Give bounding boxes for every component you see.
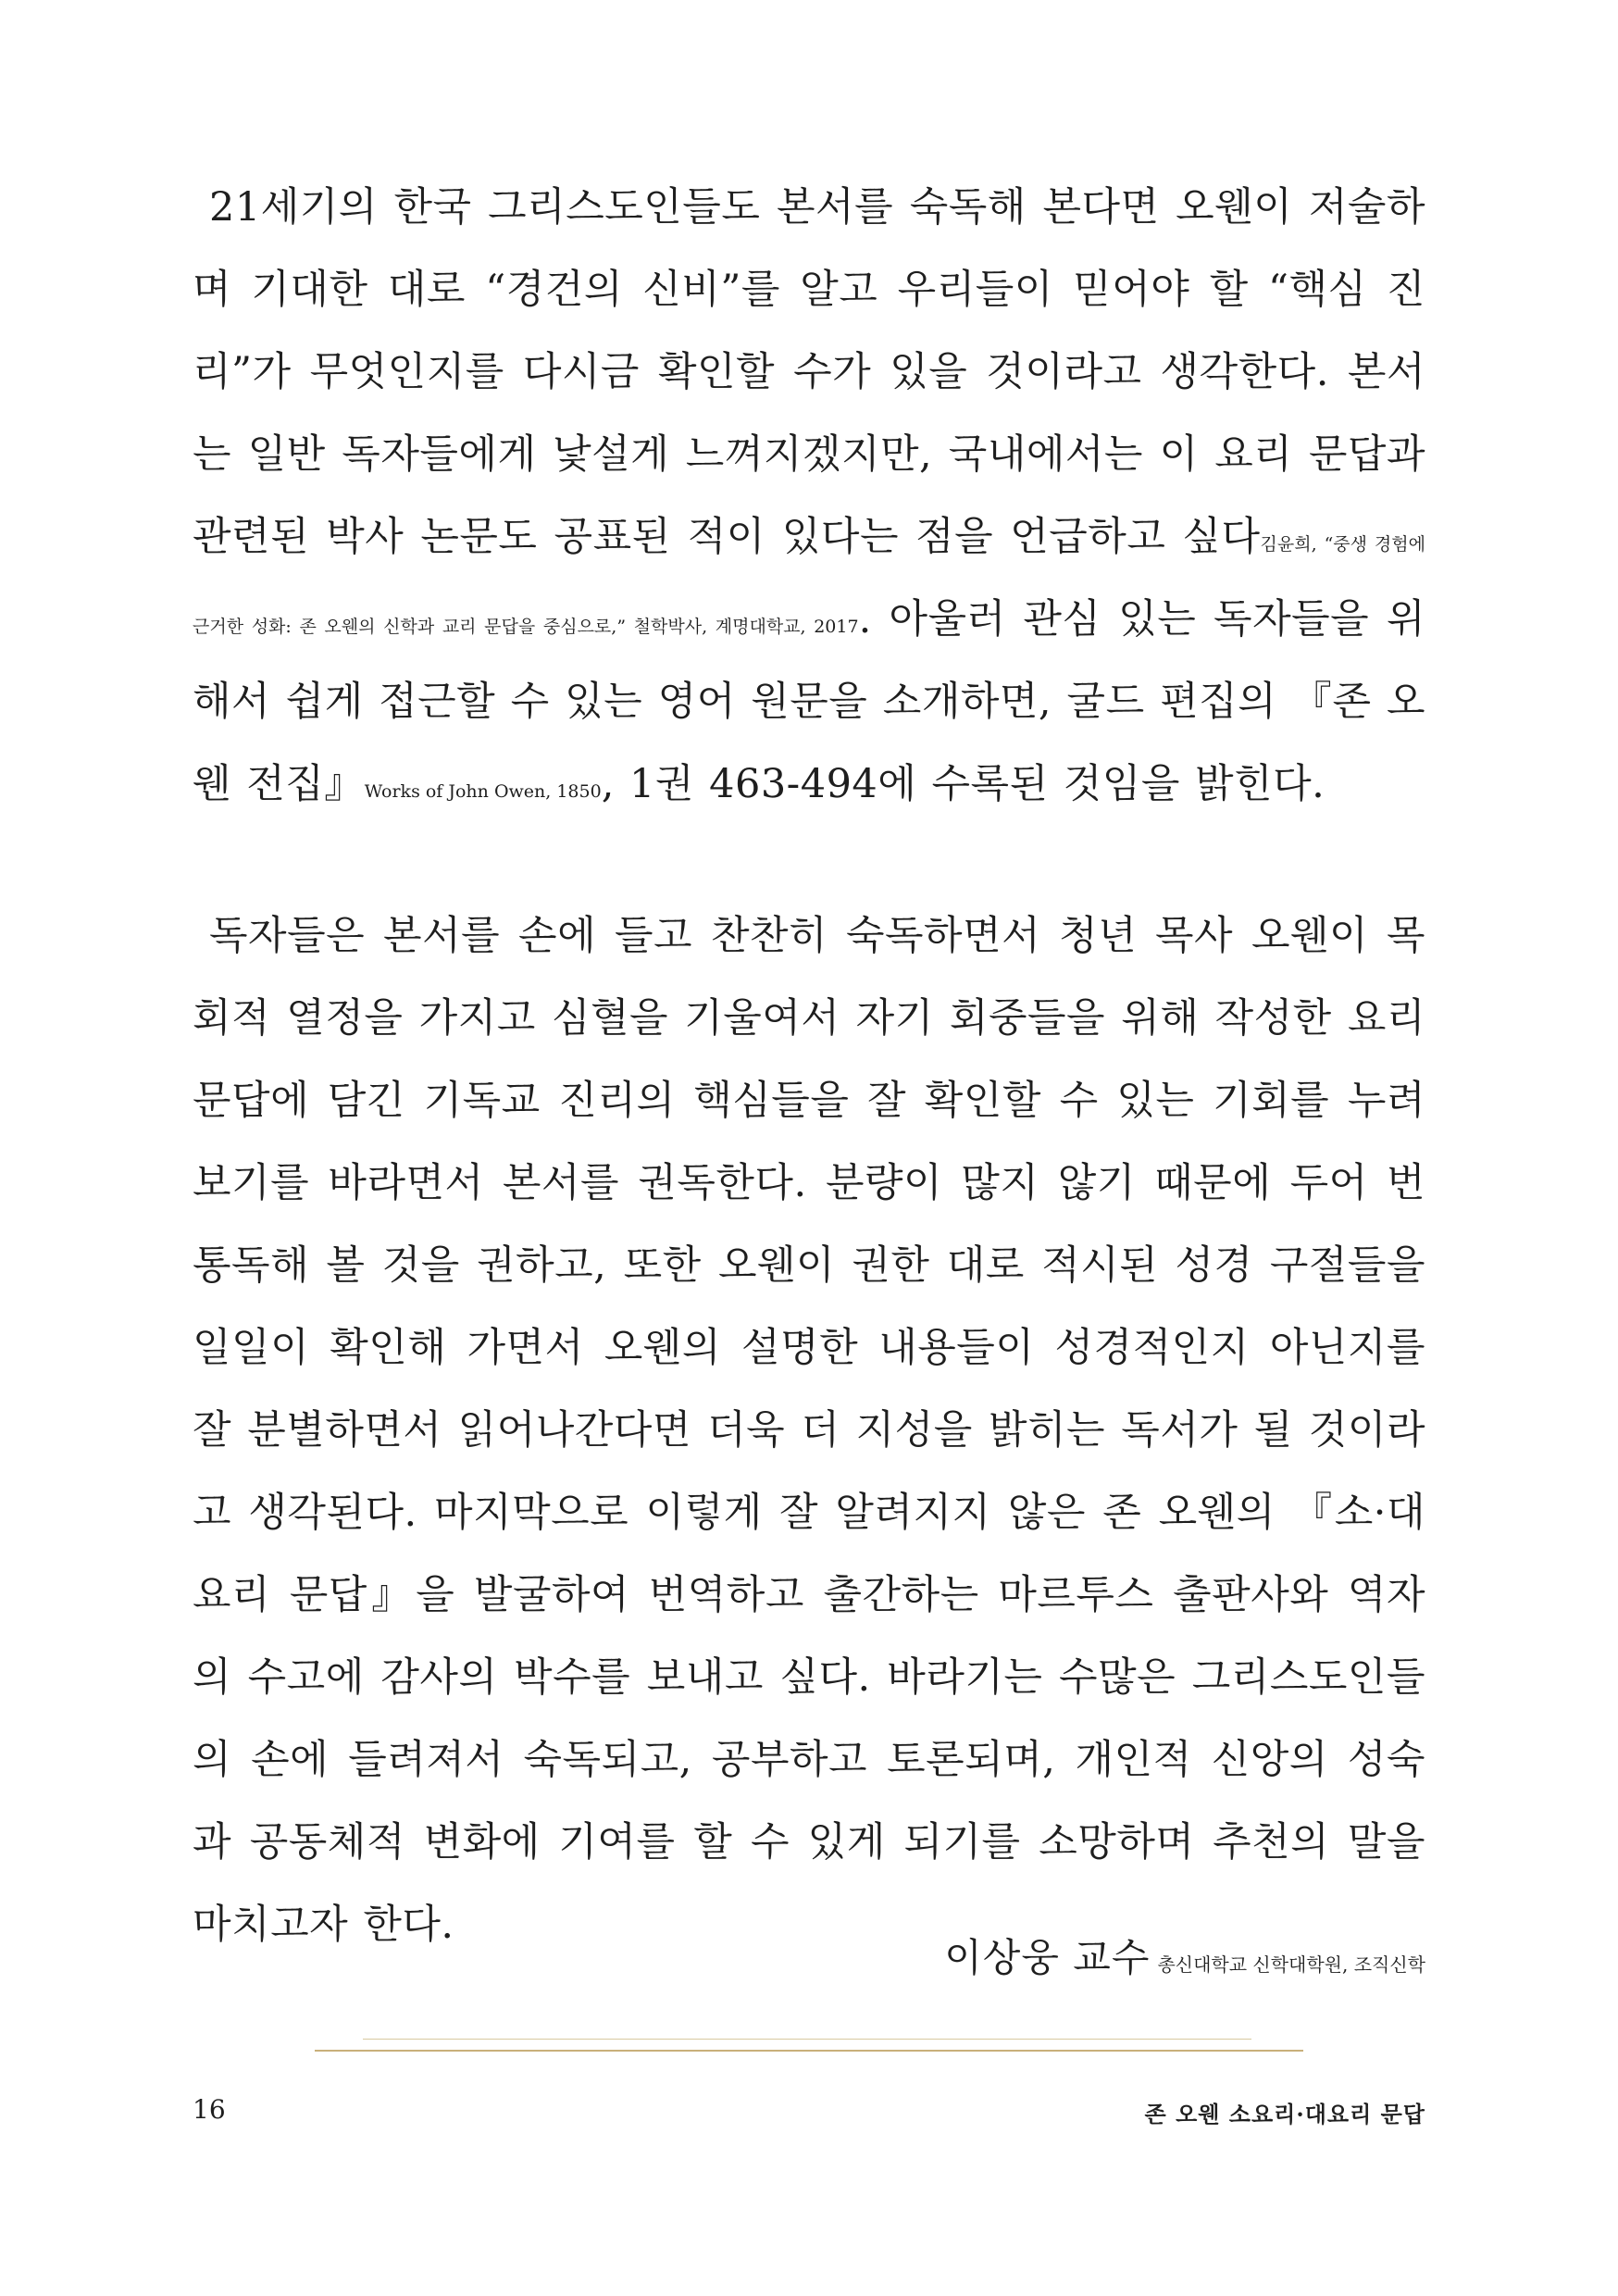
- page-number: 16: [193, 2094, 226, 2125]
- running-footer-title: 존 오웬 소요리·대요리 문답: [1144, 2101, 1425, 2128]
- english-title-note: Works of John Owen, 1850: [364, 781, 602, 802]
- citation-note: 김윤희, “중생 경험에 근거한 성화: 존 오웬의 신학과 교리 문답을 중심으로,” 철학박사, 계명대학교, 2017: [193, 534, 1425, 637]
- paragraph-1-ending: , 1권 463-494에 수록된 것임을 밝힌다.: [601, 761, 1326, 807]
- body-paragraph-2: 독자들은 본서를 손에 들고 찬찬히 숙독하면서 청년 목사 오웬이 목회적 열정을 가지고 심혈을 기울여서 자기 회중들을 위해 작성한 요리 문답에 담긴 기독교 진리의 핵심들을 잘 확인할 수 있는 기회를 누려 보기를 바라면서 본서를 권독한다. 분량이 많지 않기 때문에 두어 번 통독해 볼 것을 권하고, 또한 오웬이 권한 대로 적시된 성경 구절들을 일일이 확인해 가면서 오웬의 설명한 내용들이 성경적인지 아닌지를 잘 분별하면서 읽어나간다면 더욱 더 지성을 밝히는 독서가 될 것이라고 생각된다. 마지막으로 이렇게 잘 알려지지 않은 존 오웬의 『소·대요리 문답』을 발굴하여 번역하고 출간하는 마르투스 출판사와 역자의 수고에 감사의 박수를 보내고 싶다. 바라기는 수많은 그리스도인들의 손에 들려져서 숙독되고, 공부하고 토론되며, 개인적 신앙의 성숙과 공동체적 변화에 기여를 할 수 있게 되기를 소망하며 추천의 말을 마치고자 한다.: [193, 913, 1425, 1948]
- decorative-rule-thin: [363, 2039, 1251, 2040]
- body-paragraph-1: [193, 167, 1425, 826]
- paragraph-1-text: 21세기의 한국 그리스도인들도 본서를 숙독해 본다면 오웬이 저술하며 기대한 대로 “경건의 신비”를 알고 우리들이 믿어야 할 “핵심 진리”가 무엇인지를 다시금 확인할 수가 있을 것이라고 생각한다. 본서는 일반 독자들에게 낯설게 느껴지겠지만, 국내에서는 이 요리 문답과 관련된 박사 논문도 공표된 적이 있다는 점을 언급하고 싶다: [193, 184, 1425, 560]
- author-signature: [944, 1928, 1425, 1983]
- decorative-rule-gold: [315, 2050, 1303, 2052]
- paragraph-1-continuation: . 아울러 관심 있는 독자들을 위해서 쉽게 접근할 수 있는 영어 원문을 소개하면, 굴드 편집의 『존 오웬 전집』: [193, 596, 1426, 807]
- author-affiliation: 총신대학교 신학대학원, 조직신학: [1157, 1953, 1425, 1976]
- author-name: 이상웅 교수: [944, 1935, 1151, 1980]
